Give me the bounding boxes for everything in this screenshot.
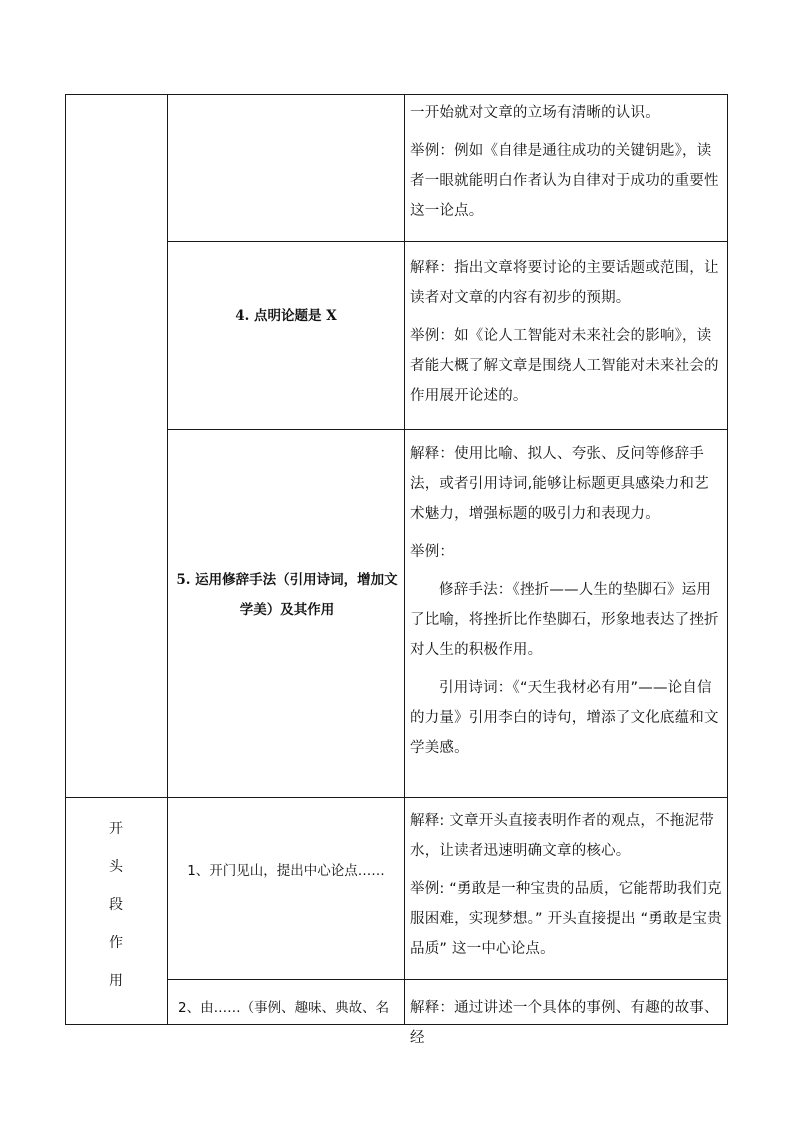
row-divider-2 — [167, 429, 727, 430]
row-3-para-1: 解释：使用比喻、拟人、夸张、反问等修辞手法，或者引用诗词,能够让标题更具感染力和艺术魅力，增强标题的吸引力和表现力。 — [410, 446, 709, 522]
row-3-para-4: 引用诗词：《“天生我材必有用”——论自信的力量》引用李白的诗句，增添了文化底蕴和文学美感。 — [410, 680, 719, 756]
row-divider-1 — [167, 241, 727, 242]
table-border-right — [727, 94, 728, 1025]
row-5-title: 2、由……（事例、趣味、典故、名 — [178, 1000, 390, 1016]
row-4-content — [410, 806, 722, 972]
row-1-content — [410, 98, 722, 234]
row-4-para-2: 举例: “勇敢是一种宝贵的品质，它能帮助我们克服困难，实现梦想。” 开头直接提出 “勇敢是宝贵品质” 这一中心论点。 — [410, 881, 722, 957]
section-label-char-5: 用 — [109, 973, 123, 989]
row-divider-3 — [167, 979, 727, 980]
row-1-para-1: 一开始就对文章的立场有清晰的认识。 — [410, 105, 660, 121]
row-3-title: 5. 运用修辞手法（引用诗词，增加文学美）及其作用 — [176, 572, 398, 618]
row-3-para-3: 修辞手法：《挫折——人生的垫脚石》运用了比喻，将挫折比作垫脚石，形象地表达了挫折对人生的积极作用。 — [410, 582, 719, 658]
row-3-para-2: 举例： — [410, 544, 455, 560]
column-divider-1 — [167, 94, 168, 1025]
table-border-top — [65, 94, 727, 95]
column-divider-2 — [404, 94, 405, 1025]
section-divider — [65, 797, 727, 798]
row-5-para-1: 解释：通过讲述一个具体的事例、有趣的故事、经 — [410, 1000, 719, 1046]
section-label-char-1: 开 — [109, 821, 123, 837]
row-5-content — [410, 993, 722, 1061]
row-1-para-2: 举例：例如《自律是通往成功的关键钥匙》，读者一眼就能明白作者认为自律对于成功的重要性这一论点。 — [410, 143, 719, 219]
row-2-para-2: 举例：如《论人工智能对未来社会的影响》，读者能大概了解文章是围绕人工智能对未来社会的作用展开论述的。 — [410, 328, 719, 404]
row-3-content — [410, 439, 722, 771]
row-4-title: 1、开门见山，提出中心论点…… — [187, 863, 385, 879]
section-label-char-4: 作 — [109, 935, 123, 951]
section-label-char-3: 段 — [109, 897, 123, 913]
section-label-char-2: 头 — [109, 859, 123, 875]
row-2-para-1: 解释：指出文章将要讨论的主要话题或范围，让读者对文章的内容有初步的预期。 — [410, 260, 719, 306]
row-4-para-1: 解释: 文章开头直接表明作者的观点，不拖泥带水，让读者迅速明确文章的核心。 — [410, 813, 714, 859]
row-2-content — [410, 253, 722, 419]
row-2-title: 4. 点明论题是 X — [235, 308, 337, 324]
section-label — [66, 810, 166, 1000]
